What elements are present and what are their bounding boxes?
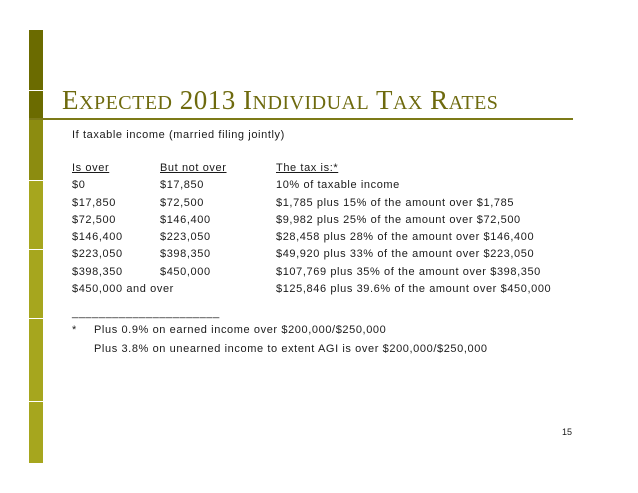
table-row	[72, 266, 592, 283]
table-header-row	[72, 162, 592, 179]
cell-is-over: $146,400	[72, 231, 123, 244]
table-row	[72, 231, 592, 248]
page-number: 15	[562, 427, 573, 437]
sidebar-segment	[29, 181, 43, 249]
cell-tax: $107,769 plus 35% of the amount over $398,350	[276, 265, 541, 278]
cell-is-over: $450,000 and over	[72, 283, 174, 296]
cell-is-over: $223,050	[72, 248, 123, 261]
sidebar-segment	[29, 91, 43, 120]
table-row	[72, 248, 592, 265]
sidebar-segment	[29, 250, 43, 318]
header-tax-is: The tax is:*	[276, 162, 339, 174]
table-row	[72, 179, 592, 196]
cell-tax: 10% of taxable income	[276, 179, 400, 192]
cell-but-not-over: $398,350	[160, 248, 211, 261]
cell-but-not-over: $17,850	[160, 179, 204, 192]
title-underline	[29, 118, 573, 120]
cell-but-not-over: $223,050	[160, 231, 211, 244]
footnote-marker: *	[72, 324, 77, 336]
sidebar-segment	[29, 30, 43, 90]
cell-is-over: $72,500	[72, 213, 116, 226]
cell-is-over: $398,350	[72, 265, 123, 278]
cell-tax: $9,982 plus 25% of the amount over $72,500	[276, 213, 521, 226]
table-row	[72, 214, 592, 231]
header-is-over: Is over	[72, 162, 110, 174]
cell-but-not-over: $146,400	[160, 213, 211, 226]
table-row	[72, 283, 592, 300]
cell-but-not-over: $72,500	[160, 196, 204, 209]
slide-title: EXPECTED 2013 INDIVIDUAL TAX RATES	[62, 85, 499, 115]
footnote-text: Plus 0.9% on earned income over $200,000/$250,000	[94, 324, 387, 336]
cell-is-over: $17,850	[72, 196, 116, 209]
cell-tax: $49,920 plus 33% of the amount over $223,050	[276, 248, 535, 261]
cell-but-not-over: $450,000	[160, 265, 211, 278]
intro-text: If taxable income (married filing jointly)	[72, 129, 285, 141]
header-but-not-over: But not over	[160, 162, 227, 174]
table-row	[72, 197, 592, 214]
sidebar-segment	[29, 120, 43, 180]
cell-tax: $28,458 plus 28% of the amount over $146,400	[276, 231, 535, 244]
cell-tax: $1,785 plus 15% of the amount over $1,785	[276, 196, 515, 209]
tax-rate-table	[72, 162, 592, 300]
sidebar-segment	[29, 402, 43, 463]
footnote-text: Plus 3.8% on unearned income to extent AGI is over $200,000/$250,000	[94, 343, 488, 355]
cell-is-over: $0	[72, 179, 86, 192]
cell-tax: $125,846 plus 39.6% of the amount over $450,000	[276, 283, 552, 296]
sidebar-segment	[29, 319, 43, 401]
footnote-separator: ______________________	[72, 307, 220, 319]
sidebar-accent	[29, 30, 43, 463]
